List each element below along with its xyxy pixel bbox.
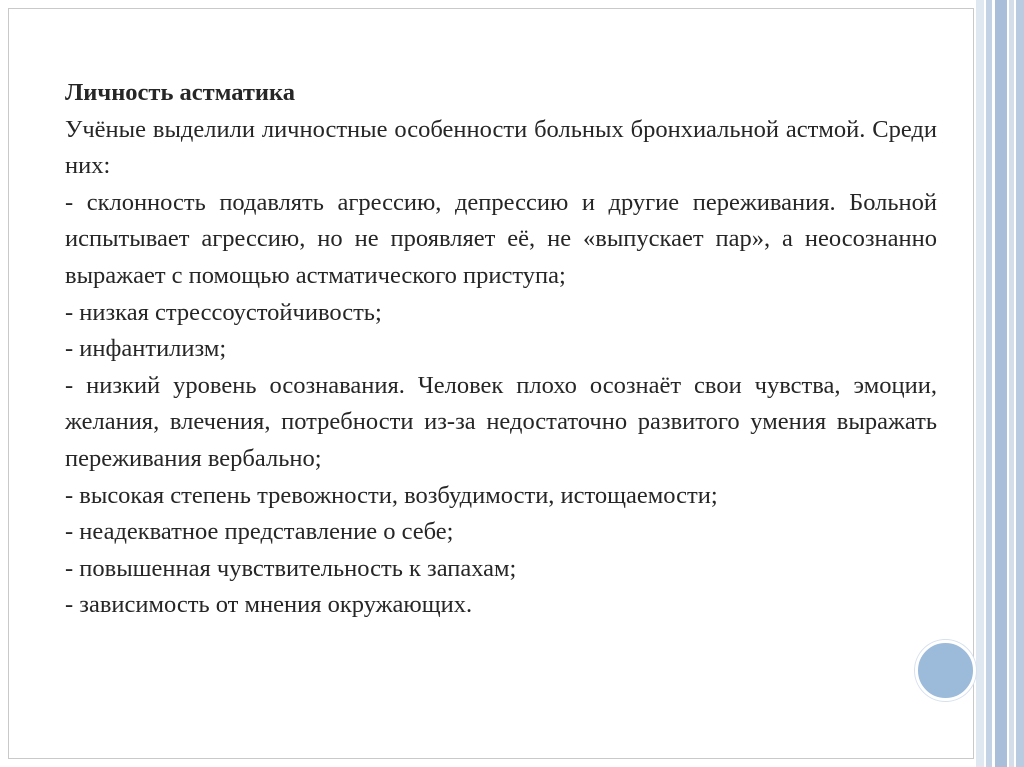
list-item: - высокая степень тревожности, возбудимости, истощаемости; xyxy=(65,481,718,509)
slide-title: Личность астматика xyxy=(65,79,295,106)
list-item: - склонность подавлять агрессию, депрессию и другие переживания. Больной испытывает агрессию, но не проявляет её, не «выпускает пар», а неосознанно выражает с помощью астматического приступа; xyxy=(65,188,937,289)
list-item: - инфантилизм; xyxy=(65,335,227,363)
list-item: - зависимость от мнения окружающих. xyxy=(65,591,473,619)
stripe xyxy=(995,0,1007,767)
stripe xyxy=(986,0,992,767)
list-item: - неадекватное представление о себе; xyxy=(65,518,454,546)
stripe xyxy=(1016,0,1024,767)
decorative-circle xyxy=(915,640,976,701)
intro-paragraph: Учёные выделили личностные особенности больных бронхиальной астмой. Среди них: xyxy=(65,115,937,180)
stripe xyxy=(976,0,984,767)
list-item: - повышенная чувствительность к запахам; xyxy=(65,554,517,582)
list-item: - низкий уровень осознавания. Человек плохо осознаёт свои чувства, эмоции, желания, влечения, потребности из-за недостаточно развитого умения выражать переживания вербально; xyxy=(65,371,937,472)
list-item: - низкая стрессоустойчивость; xyxy=(65,298,382,326)
decorative-stripes xyxy=(976,0,1024,767)
stripe xyxy=(1009,0,1014,767)
slide-content xyxy=(65,75,937,624)
